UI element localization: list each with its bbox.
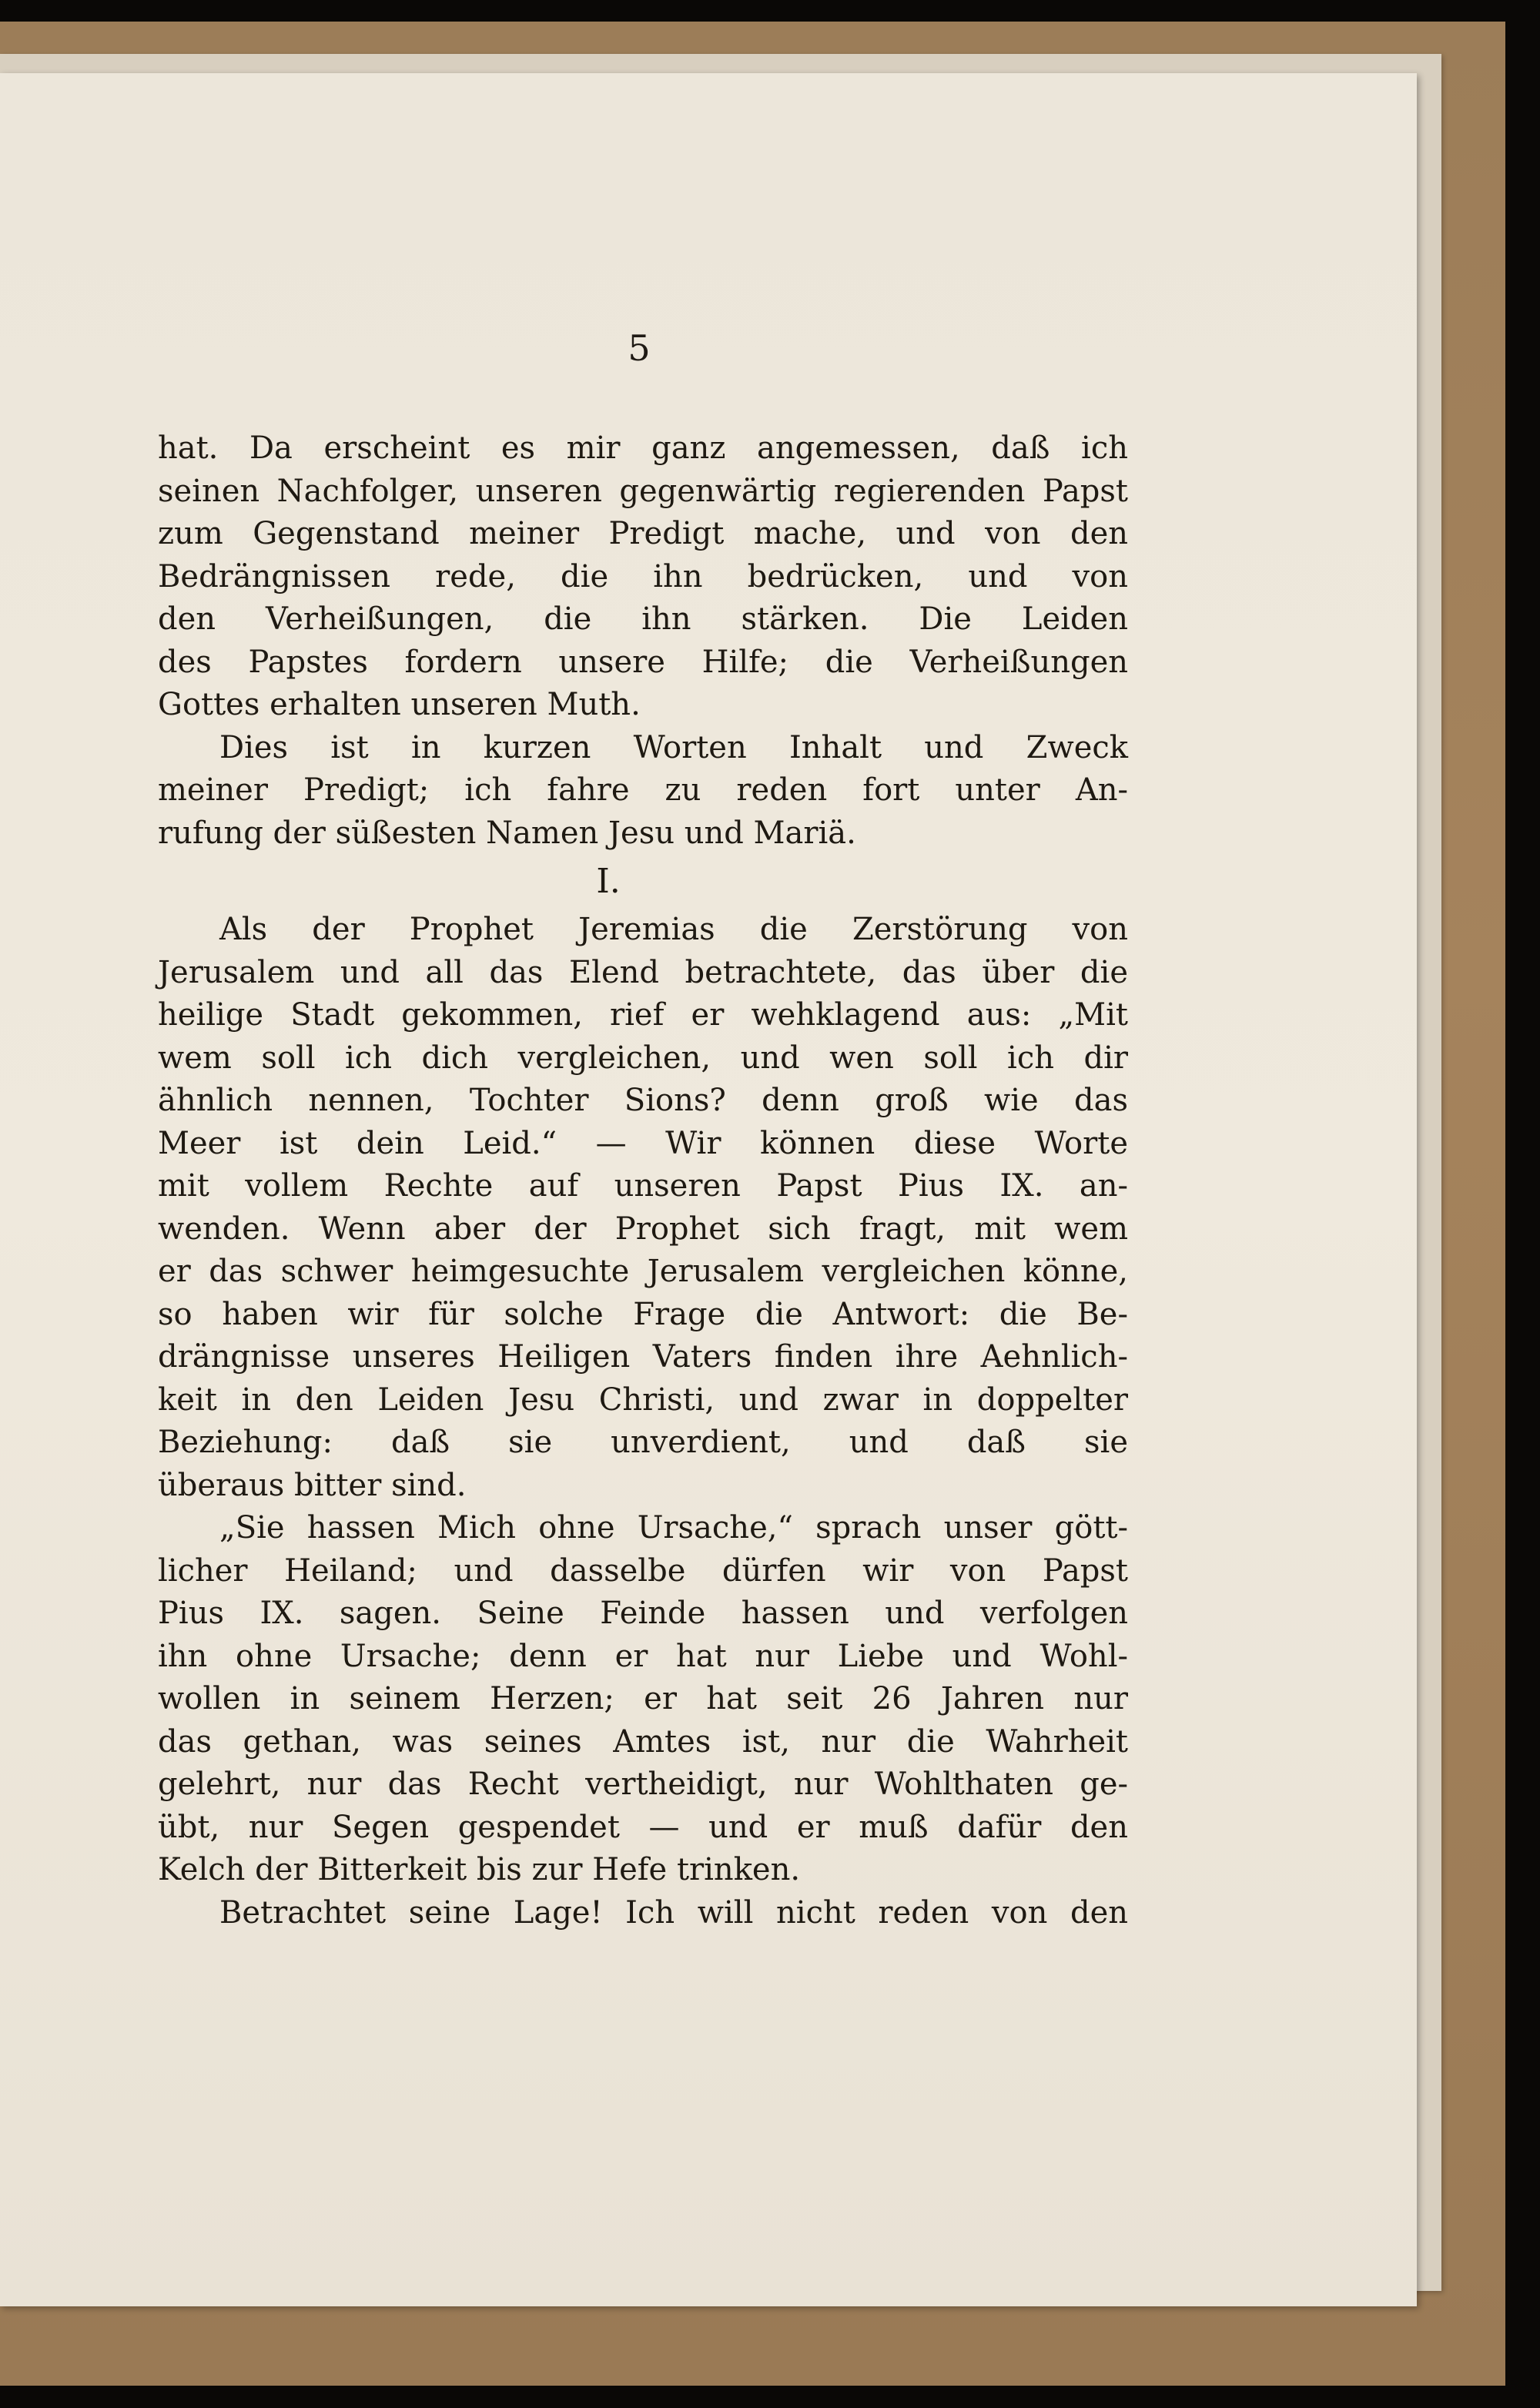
text-line: keit in den Leiden Jesu Christi, und zwar in doppelter (158, 1382, 1128, 1418)
body-text (158, 427, 1128, 1934)
text-line: das gethan, was seines Amtes ist, nur die Wahrheit (158, 1723, 1128, 1760)
text-line: ihn ohne Ursache; denn er hat nur Liebe und Wohl- (158, 1638, 1128, 1674)
text-line: meiner Predigt; ich fahre zu reden fort unter An- (158, 772, 1128, 808)
text-line: Kelch der Bitterkeit bis zur Hefe trinken. (158, 1852, 801, 1887)
page-number: 5 (628, 327, 651, 369)
text-line: so haben wir für solche Frage die Antwort: die Be- (158, 1296, 1128, 1332)
text-line: wem soll ich dich vergleichen, und wen soll ich dir (158, 1040, 1128, 1076)
text-line: Dies ist in kurzen Worten Inhalt und Zweck (219, 729, 1128, 765)
paragraph (158, 909, 1128, 1507)
text-line: hat. Da erscheint es mir ganz angemessen, daß ich (158, 430, 1128, 466)
text-line: rufung der süßesten Namen Jesu und Mariä. (158, 815, 856, 851)
text-line: übt, nur Segen gespendet — und er muß dafür den (158, 1809, 1128, 1845)
text-line: Bedrängnissen rede, die ihn bedrücken, und von (158, 558, 1128, 594)
text-line: licher Heiland; und dasselbe dürfen wir von Papst (158, 1552, 1128, 1589)
text-line: den Verheißungen, die ihn stärken. Die Leiden (158, 601, 1128, 637)
paragraph (158, 1507, 1128, 1892)
paragraph (158, 427, 1128, 727)
text-line: Beziehung: daß sie unverdient, und daß sie (158, 1425, 1128, 1460)
text-line: drängnisse unseres Heiligen Vaters finden ihre Aehnlich- (158, 1339, 1128, 1375)
text-line: des Papstes fordern unsere Hilfe; die Verheißungen (158, 644, 1128, 680)
paragraph (158, 1892, 1128, 1935)
text-line: heilige Stadt gekommen, rief er wehklagend aus: „Mit (158, 997, 1128, 1033)
section-heading: I. (596, 862, 621, 901)
text-line: mit vollem Rechte auf unseren Papst Pius IX. an- (158, 1168, 1128, 1204)
text-line: ähnlich nennen, Tochter Sions? denn groß wie das (158, 1083, 1128, 1118)
book-page (0, 73, 1417, 2306)
text-line: „Sie hassen Mich ohne Ursache,“ sprach unser gött- (219, 1510, 1128, 1546)
text-line: seinen Nachfolger, unseren gegenwärtig regierenden Papst (158, 473, 1128, 509)
text-line: zum Gegenstand meiner Predigt mache, und von den (158, 516, 1128, 551)
text-line: Pius IX. sagen. Seine Feinde hassen und verfolgen (158, 1596, 1128, 1631)
text-line: Als der Prophet Jeremias die Zerstörung von (219, 912, 1128, 947)
text-line: wenden. Wenn aber der Prophet sich fragt, mit wem (158, 1211, 1128, 1247)
text-line: er das schwer heimgesuchte Jerusalem vergleichen könne, (158, 1254, 1128, 1289)
text-line: Gottes erhalten unseren Muth. (158, 687, 641, 722)
text-line: Meer ist dein Leid.“ — Wir können diese Worte (158, 1125, 1128, 1161)
text-line: überaus bitter sind. (158, 1467, 467, 1503)
paragraph (158, 727, 1128, 856)
text-line: Jerusalem und all das Elend betrachtete, das über die (158, 954, 1128, 990)
text-line: wollen in seinem Herzen; er hat seit 26 Jahren nur (158, 1681, 1128, 1716)
text-line: Betrachtet seine Lage! Ich will nicht reden von den (219, 1894, 1128, 1931)
text-line: gelehrt, nur das Recht vertheidigt, nur Wohlthaten ge- (158, 1767, 1128, 1802)
